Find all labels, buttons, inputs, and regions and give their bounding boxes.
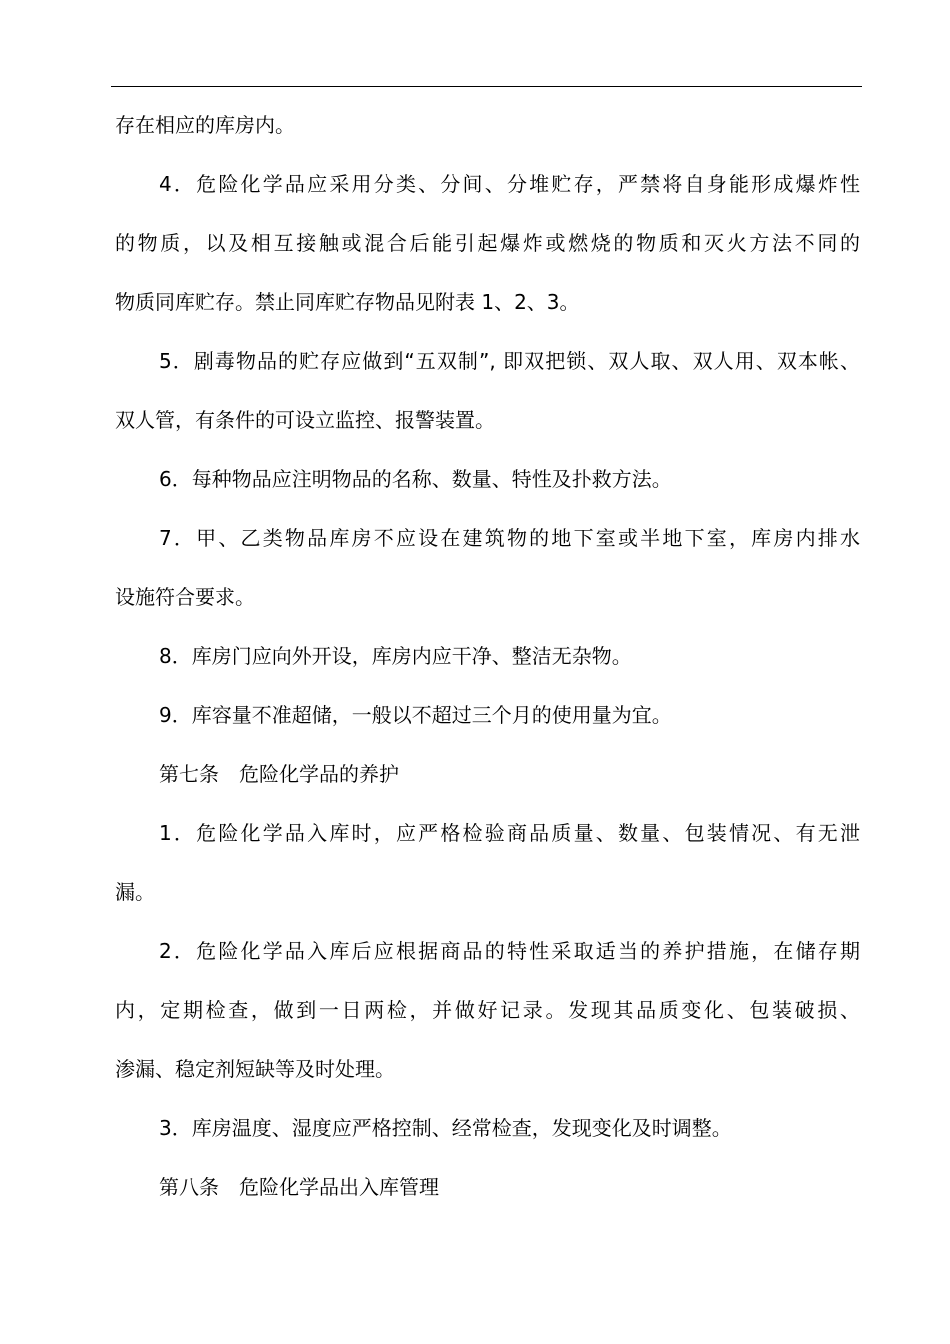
- text-line: 存在相应的库房内。: [115, 113, 295, 137]
- text-line: 5．剧毒物品的贮存应做到“五双制”, 即双把锁、双人取、双人用、双本帐、: [159, 349, 860, 373]
- section-heading: 第八条 危险化学品出入库管理: [159, 1175, 439, 1199]
- text-line: 9．库容量不准超储，一般以不超过三个月的使用量为宜。: [159, 703, 672, 727]
- text-line: 设施符合要求。: [115, 585, 255, 609]
- text-line: 物质同库贮存。禁止同库贮存物品见附表 1、2、3。: [115, 290, 580, 314]
- header-rule: [111, 86, 862, 87]
- text-line: 6．每种物品应注明物品的名称、数量、特性及扑救方法。: [159, 467, 672, 491]
- text-line: 的物质，以及相互接触或混合后能引起爆炸或燃烧的物质和灭火方法不同的: [115, 231, 860, 255]
- text-line: 8．库房门应向外开设，库房内应干净、整洁无杂物。: [159, 644, 632, 668]
- text-line: 双人管，有条件的可设立监控、报警装置。: [115, 408, 495, 432]
- text-line: 4．危险化学品应采用分类、分间、分堆贮存，严禁将自身能形成爆炸性: [159, 172, 860, 196]
- text-line: 7．甲、乙类物品库房不应设在建筑物的地下室或半地下室，库房内排水: [159, 526, 860, 550]
- text-line: 内，定期检查，做到一日两检，并做好记录。发现其品质变化、包装破损、: [115, 998, 860, 1022]
- text-line: 3．库房温度、湿度应严格控制、经常检查，发现变化及时调整。: [159, 1116, 732, 1140]
- section-heading: 第七条 危险化学品的养护: [159, 762, 399, 786]
- text-line: 渗漏、稳定剂短缺等及时处理。: [115, 1057, 395, 1081]
- text-line: 1．危险化学品入库时，应严格检验商品质量、数量、包装情况、有无泄: [159, 821, 860, 845]
- document-body: [115, 96, 860, 1217]
- text-line: 漏。: [115, 880, 155, 904]
- text-line: 2．危险化学品入库后应根据商品的特性采取适当的养护措施，在储存期: [159, 939, 860, 963]
